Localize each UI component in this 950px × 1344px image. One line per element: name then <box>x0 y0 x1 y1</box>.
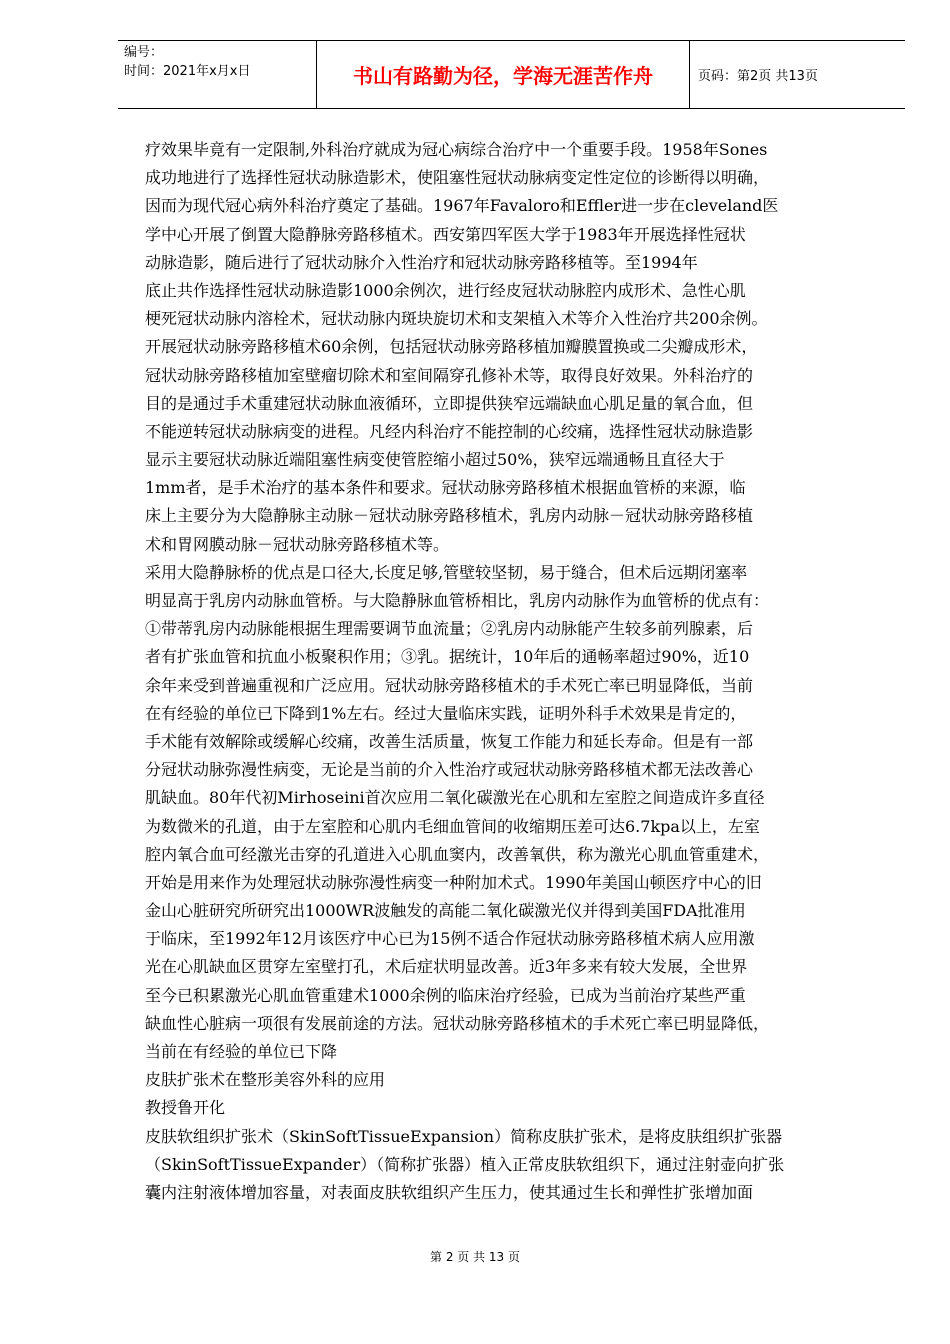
text-line: 1mm者，是手术治疗的基本条件和要求。冠状动脉旁路移植术根据血管桥的来源，临 <box>145 478 746 498</box>
text-line: 为数微米的孔道，由于左室腔和心肌内毛细血管间的收缩期压差可达6.7kpa以上，左室 <box>145 816 760 836</box>
header-meta <box>118 41 316 108</box>
text-line: 疗效果毕竟有一定限制,外科治疗就成为冠心病综合治疗中一个重要手段。1958年Sones <box>145 140 768 159</box>
text-line: 手术能有效解除或缓解心绞痛，改善生活质量，恢复工作能力和延长寿命。但是有一部 <box>145 731 754 751</box>
text-line: 于临床，至1992年12月该医疗中心已为15例不适合作冠状动脉旁路移植术病人应用激 <box>145 929 755 949</box>
text-line: 目的是通过手术重建冠状动脉血液循环，立即提供狭窄远端缺血心肌足量的氧合血，但 <box>145 393 754 413</box>
text-line: 者有扩张血管和抗血小板聚积作用；③乳。据统计，10年后的通畅率超过90%，近10 <box>145 647 750 667</box>
text-line: 当前在有经验的单位已下降 <box>145 1042 338 1061</box>
text-line: 开展冠状动脉旁路移植术60余例，包括冠状动脉旁路移植加瓣膜置换或二尖瓣成形术， <box>145 337 758 357</box>
text-line: 分冠状动脉弥漫性病变，无论是当前的介入性治疗或冠状动脉旁路移植术都无法改善心 <box>145 760 754 780</box>
text-line: 因而为现代冠心病外科治疗奠定了基础。1967年Favaloro和Effler进一步在cleveland医 <box>145 196 779 216</box>
text-line: 肌缺血。80年代初Mirhoseini首次应用二氧化碳激光在心肌和左室腔之间造成许多直径 <box>145 788 765 808</box>
text-line: 底止共作选择性冠状动脉造影1000余例次，进行经皮冠状动脉腔内成形术、急性心肌 <box>145 280 746 300</box>
text-line: 床上主要分为大隐静脉主动脉－冠状动脉旁路移植术，乳房内动脉－冠状动脉旁路移植 <box>145 506 754 526</box>
page-header <box>118 40 905 109</box>
text-line: 至今已积累激光心肌血管重建术1000余例的临床治疗经验，已成为当前治疗某些严重 <box>145 985 746 1005</box>
text-line: 金山心脏研究所研究出1000WR波触发的高能二氧化碳激光仪并得到美国FDA批准用 <box>145 901 746 921</box>
text-line: 冠状动脉旁路移植加室壁瘤切除术和室间隔穿孔修补术等，取得良好效果。外科治疗的 <box>145 365 754 385</box>
text-line: 动脉造影，随后进行了冠状动脉介入性治疗和冠状动脉旁路移植等。至1994年 <box>145 252 698 272</box>
text-line: 采用大隐静脉桥的优点是口径大,长度足够,管壁较坚韧，易于缝合，但术后远期闭塞率 <box>145 562 748 582</box>
text-line: （SkinSoftTissueExpander）（简称扩张器）植入正常皮肤软组织下，通过注射壶向扩张 <box>145 1154 785 1174</box>
text-line: 在有经验的单位已下降到1%左右。经过大量临床实践，证明外科手术效果是肯定的， <box>145 703 747 723</box>
text-line: 显示主要冠状动脉近端阻塞性病变使管腔缩小超过50%，狭窄远端通畅且直径大于 <box>145 450 725 470</box>
text-line: 不能逆转冠状动脉病变的进程。凡经内科治疗不能控制的心绞痛，选择性冠状动脉造影 <box>145 421 754 441</box>
text-line: 余年来受到普遍重视和广泛应用。冠状动脉旁路移植术的手术死亡率已明显降低，当前 <box>145 675 754 695</box>
text-line: 教授鲁开化 <box>145 1098 226 1118</box>
serial-label: 编号： <box>124 45 164 60</box>
text-line: 明显高于乳房内动脉血管桥。与大隐静脉血管桥相比，乳房内动脉作为血管桥的优点有： <box>145 591 770 610</box>
text-line: 皮肤软组织扩张术（SkinSoftTissueExpansion）简称皮肤扩张术，是将皮肤组织扩张器 <box>145 1126 783 1146</box>
document-body <box>145 136 885 1207</box>
text-line: 缺血性心脏病一项很有发展前途的方法。冠状动脉旁路移植术的手术死亡率已明显降低， <box>145 1013 770 1033</box>
text-line: 术和胃网膜动脉－冠状动脉旁路移植术等。 <box>145 534 450 554</box>
text-line: 成功地进行了选择性冠状动脉造影术，使阻塞性冠状动脉病变定性定位的诊断得以明确， <box>145 168 770 188</box>
text-line: 开始是用来作为处理冠状动脉弥漫性病变一种附加术式。1990年美国山顿医疗中心的旧 <box>145 872 762 892</box>
header-motto: 书山有路勤为径，学海无涯苦作舟 <box>316 41 690 108</box>
text-line: 皮肤扩张术在整形美容外科的应用 <box>145 1070 386 1090</box>
text-line: ①带蒂乳房内动脉能根据生理需要调节血流量；②乳房内动脉能产生较多前列腺素，后 <box>145 619 754 639</box>
text-line: 梗死冠状动脉内溶栓术，冠状动脉内斑块旋切术和支架植入术等介入性治疗共200余例。 <box>145 309 768 329</box>
page-footer: 第 2 页 共 13 页 <box>430 1250 520 1264</box>
text-line: 囊内注射液体增加容量，对表面皮肤软组织产生压力，使其通过生长和弹性扩张增加面 <box>145 1182 754 1202</box>
text-line: 腔内氧合血可经激光击穿的孔道进入心肌血窦内，改善氧供，称为激光心肌血管重建术， <box>145 844 770 864</box>
header-page-info: 页码：第2页 共13页 <box>698 69 818 84</box>
text-line: 光在心肌缺血区贯穿左室壁打孔，术后症状明显改善。近3年多来有较大发展，全世界 <box>145 957 748 977</box>
text-line: 学中心开展了倒置大隐静脉旁路移植术。西安第四军医大学于1983年开展选择性冠状 <box>145 224 746 244</box>
time-label: 时间：2021年x月x日 <box>124 64 251 79</box>
